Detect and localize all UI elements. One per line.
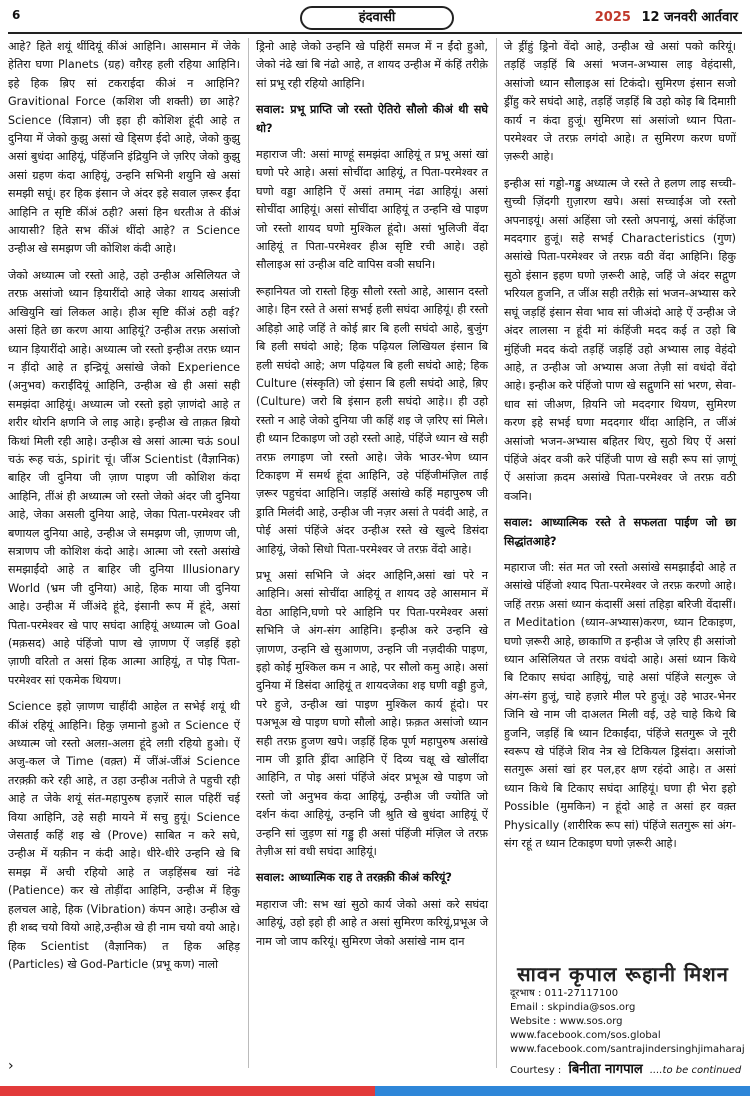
article-column-3 [504,38,736,851]
page-number: 6 [12,8,21,22]
issue-date-text: 12 जनवरी [641,10,697,25]
header-rule [8,32,742,34]
courtesy-line [510,1059,742,1077]
mission-title: सावन कृपाल रूहानी मिशन [517,962,729,986]
question-heading: सवाल: प्रभू प्राप्ति जो रस्तो ऐतिरो सौलो कीअं थी सघे थो? [256,103,488,135]
mission-facebook-link[interactable]: www.facebook.com/sos.global [510,1030,661,1041]
footer-red-stripe [0,1086,375,1096]
page-header [0,0,750,34]
paragraph: जे ड्रींहुं ड्रिनो वेंदो आहे, उन्हीअ खे असां पको करियूं। तड़हिं जड़हिं बि असां भजन-अभ्यास लाइ वेहंदासी, असांजो ध्यान सौलाइअ सां टिकंदो। सुमिरण इंसान सजो ड्रींहु करे सघंदो आहे, तड़हिं जड़हिं बि उहो कोइ बि दिमाग़ी कार्य न कंदा हुजूं। सुमिरण सां असांजो ध्यान पिता-परमेश्वर जे तरफ़ लगंदो आहे। त सुमिरण करण घणों ज़रूरी आहे। [504,40,736,164]
paragraph: रूहानियत जो रास्तो हिकु सौलो रस्तो आहे, आसान दस्तो आहे। हिन रस्ते ते असां सभई हली सघंदा आहियूं। ही रस्तो अहिड़ो आहे जहिं ते कोई ब़ार बि हली सघंदो आहे, बुजुंग बि हली सघंदो आहे; हिक पढ़ियल लिखियल इंसान बि हली सघंदो आहे; अण पढ़ियल बि हली सघंदो आहे; हिक Culture (संस्कृति) जो इंसान बि हली सघंदो आहे, ब़िए (Culture) जरो बि इंसान हली सघंदो आहे।। ही उहो रस्तो न आहे जेको दुनिया जी कहिं शइ जे ज़रिए सां मिले। ही ध्यान टिकाइण जो उहो रस्तो आहे, पंहिंजे ध्यान खे सही तरफ़ लगाइण जो रस्तो आहे। जेके भाउर-भेण ध्यान टिकाइण में समर्थ हूंदा आहिनि, उहे पंहिंजीमंज़िल ताई ज़रूर पहुचंदा आहिनि। जड़हिं असांखे कहिं महापुरुष जी ड्राति मिलंदी आहे, उन्हीअ जी नज़र असां ते पवंदी आहे, त पोई असां पंहिंजे अंदर उन्हीअ रस्ते खे खुल्दे डिसंदा आहियूं, जेको सिधो पिता-परमेश्वर जे तरफ़ वेंदो आहे। [256,284,488,556]
question-heading: सवाल: आध्यात्मिक राह ते तरक़्क़ी कीअं करियूं? [256,871,452,885]
paragraph: आहे? हिते शयूं थींदियूं कींअं आहिनि। आसमान में जेके हेतिरा घणा Planets (ग्रह) वग़ैरह हली रहिया आहिनि। इहे हिक ब़िए सां टकराईदा कीअं न आहिनि? Gravitional Force (कशिश जी शक्ती) छा आहे? Science (विज्ञान) जी इहा ही कोशिश हूंदी आहे त दुनिया में जेको कुझु असां खे डि्सण ईदो आहे, जेको कुझु असां बुधंदा आहियूं, पंहिंजनि इंद्रियुनि जे ज़रिए जेको कुझु असां ग्रहण कंदा आहियूं, उन्हनि सभिनी शयुनि खे असां समझी सघूं। हर हिक इंसान जे अंदर इहे सवाल ज़रूर ईंदा आहिनि त सृष्टि कींअं ठही? असां हिन धरतीअ ते कींअं आयासी? हिते सभ कींअं थींदो आहे? त Science उन्हीअ खे समझण जी कोशिश कंदी आहे। [8,40,240,256]
continued-note: ....to be continued [649,1065,742,1076]
mission-email[interactable]: Email : skpindia@sos.org [510,1002,636,1013]
paragraph: प्रभू असां सभिनि जे अंदर आहिनि,असां खां परे न आहिनि। असां सोचींदा आहियूं त शायद उहे आसमान में वेठा आहिनि,घणो परे आहिनि पर पिता-परमेश्वर असां सभिनि जे अंग-संग आहिनि। इन्हीअ करे उन्हनि खे ज़ाणण, उन्हनि खे सुआणण, उन्हनि जी नज़दीकी पाइण, इहो कोई मुश्किल कम न आहे, पर सौलो कमु आहे। असां दुनिया में डिसंदा आहियूं त शायदजेका शइ घणी वड्डी हुजे, परे हुजे, उन्हीअ खां पाइण मुश्किल कार्य हूंदो। पर पअभूअ खे पाइण घणो सौलो आहे। फ़क़त असांजो ध्यान सही तरफ़ हुजण खपे। जड़हिं हिक पूर्ण महापुरुष असांखे नाम जी ड्राति ड्रींदा आहिनि ऐं दिव्य चक्षू खे खोलींदा आहिनि, त पोइ असां पंहिंजे अंदर प्रभूअ खे पाइण जो रस्तो जो अनुभव कंदा आहियूं, उन्हीअ जी ज्योति जो दर्शन कंदा आहियूं, उन्हनि जी श्रुति खे बुधंदा आहियूं ऐं उन्हनि सां जुड़ण सां गड्डु ही असां पंहिंजी मंज़िल जे तरफ़ तेज़ीअ सां वधी सघंदा आहियूं। [256,568,488,859]
mission-phone: दूरभाष : 011-27117100 [510,988,619,999]
issue-date [595,7,738,25]
issue-day: आर्तवार [701,10,738,25]
article-column-2 [256,38,488,1068]
continue-arrow-icon: › [8,1058,14,1074]
footer-blue-stripe [375,1086,750,1096]
footer-bar [0,1086,750,1096]
issue-year: 2025 [594,10,631,25]
paragraph: महाराज जी: असां माण्हूं समझंदा आहियूं त प्रभू असां खां घणो परे आहे। असां सोचींदा आहियूं, त पिता-परमेश्वर त घणो वड्डा आहिनि ऐं असां तमाम् नंढा आहियूं। असां सोचींदा आहियूं। असां सोचींदा आहियूं त उन्हनि खे पाइण जो रस्तो शायद घणो मुश्किल हूंदो। असां भुलिजी वेंदा आहियूं त पिता-परमेश्वर हीअ सृष्टि रची आहे। उहो सौलाइअ सां उन्हीअ वटि वापिस वञी सघनि। [256,148,488,272]
question-heading: सवाल: आध्यात्मिक रस्ते ते सफलता पाईण जो छा सिद्धांतआहे? [504,516,736,548]
paragraph: Science इहो ज़ाणण चाहींदी आहेल त सभेई शयूं थी कींअं रहियूं आहिनि। हिकु ज़मानो हुओ त Science ऐं अध्यात्म जो रस्तो अलग़-अलग़ हूंदे लग़ी रहियो हुओ। ऐं अजु-कल जे Time (वक़्त) में जींअं-जींअं Science तरक़्क़ी करे रही आहे, त उहा उन्हीअ नतीजे ते पहुची रही आहे त जेके शयूं संत-महापुरुष हज़ारें साल पहिरीं चई विया आहिनि, उहे सही मायने में सचु हुयूं। Science जेसताईं कहिं शइ खे (Prove) साबित न करे सघे, उन्हीअ में यक़ीन न कंदी आहे। धीरे-धीरे उन्हनि खे बि समझ में अची रहियो आहे त जड़हिंसब खां नंढे (Patience) कर खे तोड़ींदा आहिनि, उन्हीअ में हिकु हलचल आहे, हिक (Vibration) कंपन आहे। उन्हीअ खे ही शब्द चयो वियो आहे,उन्हीअ खे ही नाम चयो वयो आहे। हिक Scientist (वैज्ञानिक) त हिक अहिड़ (Particles) खे God-Particle (प्रभू कण) नालो [8,700,240,971]
paragraph: इन्हीअ सां गड्डो-गड्डु अध्यात्म जे रस्ते ते हलण लाइ सच्ची-सुच्ची ज़िंदगी ग़ुज़ारण खपे। असां सच्चाईअ जो रस्तो अपनाइयूं। असां अहिंसा जो रस्तो अपनायूं, असां कंहिंजा मददगार हुजूं। सहे सभई Characteristics (गुण) असांखे पिता-परमेश्वर जे तरफ़ वठी वेंदा आहिनि। हिकु सुठो इंसान इहण घणो ज़रूरी आहे, जहिं जे अंदर सद्गुण भरियल हुजनि, त जींअ सही तरीक़े सां भजन-अभ्यास करे सघूं जड़हिं इंसान सेवा भाव सां जीअंदो आहे ऐं उन्हीअ जे अंदर लालसा न हूंदी मां कंहिंजी मदद कई त उहो बि मुंहिंजी मदद कंदो तड़हिं जड़हिं उहो अभ्यास लाइ वेहंदो आहे, त उन्हीअ जो अभ्यास अजा तेज़ी सां वधंदो वेंदो आहे। इन्हीअ करे पंहिंजो पाण खे सद्गुणनि सां भरण, सेवा-धाव सां जीअण, व़ियनि जो मददगार थियण, सुमिरण करण इहे सभई घणा मददगार थींदा आहिनि, त जींअं असांजो भजन-अभ्यास बहितर थिए, सुठो थिए ऐं असां पंहिंजे अंदर वञी करे पंहिंजी पाण खे सही रूप सां ज़ाणूं ऐं असांजा क़दम असांखे पिता-परमेश्वर जे तरफ़ वठी वञनि। [504,176,736,503]
mission-facebook-link[interactable]: www.facebook.com/santrajindersinghjimaharaj [510,1044,745,1055]
courtesy-name: बिनीता नागपाल [568,1062,643,1077]
column-divider [248,38,249,1068]
paragraph: जेको अध्यात्म जो रस्तो आहे, उहो उन्हीअ असिलियत जे तरफ़ असांजो ध्यान ड़ियारींदो आहे जेका शायद असांजी अखियुनि खां लिकल आहे। हीअ सृष्टि कींअं ठही वई? असां हिते छा करण आया आहियूं? उन्हीअ तरफ़ असांजो ध्यान ड़ियारींदो आहे। अध्यात्म जो रस्तो इन्हीअ तरफ़ ध्यान न ड़ींदो आहे त इन्द्रियूं असांखे जेको Experience (अनुभव) कराईंदियूं आहिनि, उन्हीअ खे ही असां सही समझंदा आहियूं। अध्यात्म जो रस्तो इहो ज़ाणंदो आहे त शरीर थोरनि क्षणनि जे लाइ आहे। इन्हीअ खे ताक़त ब़ियो किथां मिली रही आहे। उन्हीअ खे असां आत्मा चऊं soul चऊं रूह चऊं, spirit चूं। जींअ Scientist (वैज्ञानिक) बाहिर जी दुनिया जी ज़ाण पाइण जी कोशिश कंदा आहिनि, तींअं ही अध्यात्म जो रस्तो जेको अंदर जी दुनिया आहे, जेका असली दुनिया आहे, जेका पिता-परमेश्वर जी बणायल दुनिया आहे, उन्हीअ जे समझण जी, ज़ाणण जी, सत्राणप जी कोशिश कंदो आहे। आत्मा जो रस्तो असांखे समझाईंदो आहे त बाहिर जी दुनिया Illusionary World (भ्रम जी दुनिया) आहे, हिक माया जी दुनिया आहे। उन्हीअ में जींअंदे हूंदे, इंसानी रूप में हूंदे, असां पिता-परमेश्वर खे पाए सघंदा आहियूं अध्यात्म जो Goal (मक़सद) आहे पंहिंजो पाण खे ज़ाणण ऐं जड़हिं इहो ज़ाणी वरितो त असां हिक आत्मा आहियूं, त पोइ पिता-परमेश्वर सां एकमेक थियण। [8,268,240,687]
mission-box [504,960,745,1077]
masthead-logo: हंदवासी [300,6,454,30]
mission-website[interactable]: Website : www.sos.org [510,1016,623,1027]
courtesy-label: Courtesy : [510,1065,562,1076]
paragraph: महाराज जी: संत मत जो रस्तो असांखे समझाईंदो आहे त असांखे पंहिंजो श्याद पिता-परमेश्वर जे तरफ़ करणो आहे। जहिं तरफ़ असां ध्यान कंदासीं असां तहिड़ा बरिजी वेंदासीं। त Meditation (ध्यान-अभ्यास)करण, ध्यान टिकाइण, घणो ज़रूरी आहे, छाकाणि त इन्हीअ जे ज़रिए ही असांजो ध्यान असिलियत जे तरफ़ वधंदो आहे। असां ध्यान किथे बि टिकाए सघंदा आहियूं, चाहे असां पंहिंजे सत्गुरू जे अंग-संग हुजूं, चाहे हज़ारे मील परे हुजूं। उहे भाउर-भेनर जिनि खे नाम जी दाअलत मिली वई, उहे चाहे किथे बि हुजनि, जड़हिं बि ध्यान टिकाईंदा, पंहिंजे सतगुरू जे नूरी स्वरूप खे पंहिंजे शिव नेत्र खे टिकियल ड्रिसंदा। असांजो सतगुरू असां खां हर पल,हर क्षण रहंदो आहे। त असां ध्यान किथे बि टिकाए सघंदा आहियूं। घणा ही भेरा इहो Possible (मुमकिन) न हूंदो आहे त असां हर वक़्त Physically (शारीरिक रूप सां) पंहिंजे सतगुरू सां अंग-संग रहूं त ध्यान टिकाइण घणो ज़रूरी आहे। [504,560,736,851]
column-divider [496,38,497,1068]
article-column-1 [8,38,240,1068]
paragraph: ड्रिनो आहे जेको उन्हनि खे पहिरीं समज में न ईंदो हुओ, जेको नंढे खां बि नंढो आहे, त शायद उन्हीअ में कंहिं तरीक़े सां प्रभू रही रहियो आहिनि। [256,40,488,90]
paragraph: महाराज जी: सभ खां सुठो कार्य जेको असां करे सघंदा आहियूं, उहो इहो ही आहे त असां सुमिरण करियूं,प्रभूअ जे नाम जो जाप करियूं। सुमिरण जेको असांखे नाम दान [256,897,488,948]
